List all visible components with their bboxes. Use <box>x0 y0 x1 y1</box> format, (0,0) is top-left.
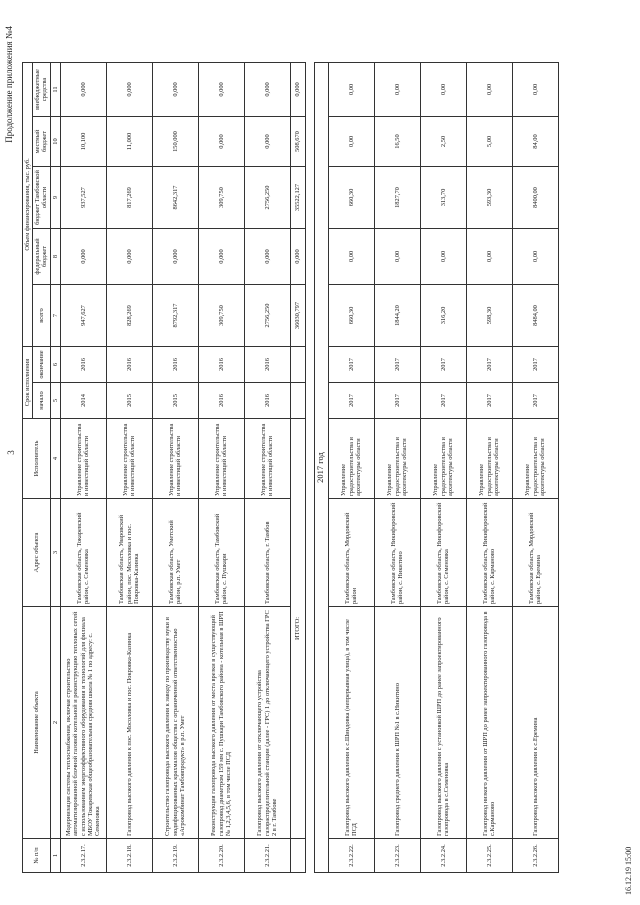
row-number: 2.3.2.26. <box>512 839 558 873</box>
amount-federal: 0,000 <box>244 229 290 285</box>
header-name: Наименование объекта <box>23 607 51 839</box>
table-row <box>328 62 374 872</box>
amount-federal: 0,00 <box>374 229 420 285</box>
executor: Управление строительства и инвестиций области <box>60 419 106 499</box>
amount-regional: 313,70 <box>420 167 466 229</box>
amount-total: 2756,250 <box>244 285 290 347</box>
row-number: 2.3.2.22. <box>328 839 374 873</box>
amount-extra: 0,00 <box>466 62 512 116</box>
start-year: 2014 <box>60 383 106 419</box>
row-number: 2.3.2.18. <box>106 839 152 873</box>
end-year: 2016 <box>106 347 152 383</box>
amount-regional: 817,269 <box>106 167 152 229</box>
object-name: Реконструкция газопровода высокого давления от места врезки в существующий газопровод диаметром 159 мм с. Пушкари Тамбовского района - котельная в ШРП № 1,2,3,4,5,6, в том числе ПСД <box>198 607 244 839</box>
amount-total: 316,20 <box>420 285 466 347</box>
executor: Управление градостроительства и архитектуры области <box>512 419 558 499</box>
amount-total: 309,750 <box>198 285 244 347</box>
amount-regional: 8642,317 <box>152 167 198 229</box>
start-year: 2016 <box>244 383 290 419</box>
col-number: 6 <box>50 347 60 383</box>
amount-federal: 0,00 <box>512 229 558 285</box>
start-year: 2017 <box>328 383 374 419</box>
header-extra: внебюджетные средства <box>33 62 50 116</box>
table-row <box>60 62 106 872</box>
amount-local: 10,100 <box>60 117 106 167</box>
amount-local: 0,00 <box>328 117 374 167</box>
row-number: 2.3.2.21. <box>244 839 290 873</box>
object-address: Тамбовская область, Уметский район, р.п. Умет <box>152 499 198 607</box>
col-number: 11 <box>50 62 60 116</box>
row-number: 2.3.2.24. <box>420 839 466 873</box>
amount-extra: 0,000 <box>244 62 290 116</box>
start-year: 2017 <box>374 383 420 419</box>
total-extra: 0,000 <box>290 62 305 116</box>
table-row <box>106 62 152 872</box>
start-year: 2017 <box>512 383 558 419</box>
header-row-1 <box>23 62 33 872</box>
total-section <box>290 62 328 872</box>
amount-regional: 1827,70 <box>374 167 420 229</box>
amount-local: 0,000 <box>198 117 244 167</box>
amount-total: 828,269 <box>106 285 152 347</box>
col-number: 8 <box>50 229 60 285</box>
amount-extra: 0,000 <box>198 62 244 116</box>
print-timestamp: 16.12.19 15:00 <box>624 846 633 895</box>
table-row <box>374 62 420 872</box>
object-address: Тамбовская область, Токаревский район, с. Семеновка <box>60 499 106 607</box>
row-number: 2.3.2.20. <box>198 839 244 873</box>
start-year: 2015 <box>152 383 198 419</box>
page-number: 3 <box>6 450 16 455</box>
row-number: 2.3.2.23. <box>374 839 420 873</box>
end-year: 2017 <box>328 347 374 383</box>
object-name: Газопровод среднего давления к ШРП №1 в с.Никитино <box>374 607 420 839</box>
amount-local: 150,000 <box>152 117 198 167</box>
col-number: 5 <box>50 383 60 419</box>
funding-table <box>22 62 559 873</box>
header-no: № п/п <box>23 839 51 873</box>
col-number: 4 <box>50 419 60 499</box>
amount-regional: 309,750 <box>198 167 244 229</box>
total-local: 508,670 <box>290 117 305 167</box>
amount-local: 2,50 <box>420 117 466 167</box>
row-number: 2.3.2.25. <box>466 839 512 873</box>
year-row <box>314 62 328 872</box>
end-year: 2017 <box>374 347 420 383</box>
amount-extra: 0,000 <box>60 62 106 116</box>
amount-total: 8792,317 <box>152 285 198 347</box>
table-row <box>152 62 198 872</box>
amount-regional: 2756,250 <box>244 167 290 229</box>
object-name: Газопровод высокого давления с установкой ШРП до ранее запроектированного газопровода в с.Семеновка <box>420 607 466 839</box>
object-address: Тамбовская область, Мордовский район, с. Еремина <box>512 499 558 607</box>
amount-local: 11,000 <box>106 117 152 167</box>
amount-total: 598,30 <box>466 285 512 347</box>
table-row <box>420 62 466 872</box>
end-year: 2017 <box>466 347 512 383</box>
total-sum: 36030,797 <box>290 285 305 347</box>
start-year: 2017 <box>466 383 512 419</box>
object-name: Газопровод высокого давления к пос. Мосоловка и пос. Покровка-Казинка <box>106 607 152 839</box>
amount-federal: 0,000 <box>60 229 106 285</box>
total-label: ИТОГО: <box>290 419 305 839</box>
end-year: 2016 <box>152 347 198 383</box>
amount-regional: 660,30 <box>328 167 374 229</box>
amount-federal: 0,000 <box>152 229 198 285</box>
amount-regional: 593,30 <box>466 167 512 229</box>
header-executor: Исполнитель <box>23 419 51 499</box>
appendix-caption: Продолжение приложения №4 <box>4 26 14 143</box>
object-address: Тамбовская область, Тамбовский район, с. Пушкари <box>198 499 244 607</box>
executor: Управление градостроительства и архитектуры области <box>328 419 374 499</box>
executor: Управление строительства и инвестиций области <box>152 419 198 499</box>
row-number: 2.3.2.19. <box>152 839 198 873</box>
amount-local: 0,000 <box>244 117 290 167</box>
amount-total: 8484,00 <box>512 285 558 347</box>
object-address: Тамбовская область, Мордовский район <box>328 499 374 607</box>
year-label: 2017 год <box>314 62 328 872</box>
amount-extra: 0,00 <box>512 62 558 116</box>
amount-federal: 0,00 <box>420 229 466 285</box>
object-address: Тамбовская область, Никифоровский район, с. Семеновка <box>420 499 466 607</box>
object-name: Газопровод низкого давления от ШРП до ранее запроектированного газопровода в с.Карманово <box>466 607 512 839</box>
table-row <box>244 62 290 872</box>
amount-local: 5,00 <box>466 117 512 167</box>
object-name: Модернизация системы теплоснабжения, включая строительство автоматизированной блочной газовой котельной и реконструкцию тепловых сетей с использованием энергоэффективного оборудования и технологий для филиала МБОУ Токаревская общеобразовательная средняя школа № 1 по адресу: с. Семеновка <box>60 607 106 839</box>
col-number: 3 <box>50 499 60 607</box>
executor: Управление строительства и инвестиций области <box>244 419 290 499</box>
column-number-row <box>50 62 60 872</box>
rows-2017 <box>328 62 558 872</box>
header-regional: бюджет Тамбовской области <box>33 167 50 229</box>
amount-regional: 937,527 <box>60 167 106 229</box>
object-name: Газопровод высокого давления к с.Еремина <box>512 607 558 839</box>
col-number: 1 <box>50 839 60 873</box>
amount-total: 660,30 <box>328 285 374 347</box>
end-year: 2016 <box>198 347 244 383</box>
amount-extra: 0,000 <box>152 62 198 116</box>
object-address: Тамбовская область, г. Тамбов <box>244 499 290 607</box>
amount-extra: 0,00 <box>328 62 374 116</box>
amount-federal: 0,00 <box>466 229 512 285</box>
amount-local: 16,50 <box>374 117 420 167</box>
amount-federal: 0,000 <box>106 229 152 285</box>
header-total: всего <box>33 285 50 347</box>
table-row <box>198 62 244 872</box>
header-local: местный бюджет <box>33 117 50 167</box>
end-year: 2016 <box>60 347 106 383</box>
col-number: 10 <box>50 117 60 167</box>
amount-extra: 0,000 <box>106 62 152 116</box>
executor: Управление градостроительства и архитектуры области <box>466 419 512 499</box>
total-row <box>290 62 305 872</box>
amount-local: 84,00 <box>512 117 558 167</box>
amount-federal: 0,000 <box>198 229 244 285</box>
executor: Управление строительства и инвестиций области <box>198 419 244 499</box>
amount-total: 947,627 <box>60 285 106 347</box>
start-year: 2016 <box>198 383 244 419</box>
end-year: 2017 <box>512 347 558 383</box>
header-start: начало <box>33 383 50 419</box>
table-row <box>466 62 512 872</box>
header-address: Адрес объекта <box>23 499 51 607</box>
header-term: Срок исполнения <box>23 347 33 419</box>
amount-total: 1844,20 <box>374 285 420 347</box>
end-year: 2017 <box>420 347 466 383</box>
col-number: 7 <box>50 285 60 347</box>
header-end: окончание <box>33 347 50 383</box>
amount-extra: 0,00 <box>374 62 420 116</box>
object-address: Тамбовская область, Уваровский район, пос. Мосоловка и пос. Покровка-Казинка <box>106 499 152 607</box>
object-address: Тамбовская область, Никифоровский район, с. Карманово <box>466 499 512 607</box>
total-federal: 0,000 <box>290 229 305 285</box>
table-row <box>512 62 558 872</box>
header-funding: Объем финансирования, тыс. руб. <box>23 62 33 346</box>
end-year: 2016 <box>244 347 290 383</box>
object-name: Строительство газопровода высокого давления к заводу по производству муки и модифицированных крахмалов общества с ограниченной ответственностью «Агрокомбинат Тамбовпродукт» в р.п. Умет <box>152 607 198 839</box>
object-name: Газопровод высокого давления к с.Шиндовка (непрерывная улица), в том числе ПСД <box>328 607 374 839</box>
object-address: Тамбовская область, Никифоровский район, с. Никитино <box>374 499 420 607</box>
header-federal: федеральный бюджет <box>33 229 50 285</box>
amount-regional: 8400,00 <box>512 167 558 229</box>
spacer-row <box>305 62 314 872</box>
executor: Управление строительства и инвестиций области <box>106 419 152 499</box>
amount-federal: 0,00 <box>328 229 374 285</box>
executor: Управление градостроительства и архитектуры области <box>420 419 466 499</box>
col-number: 2 <box>50 607 60 839</box>
start-year: 2017 <box>420 383 466 419</box>
col-number: 9 <box>50 167 60 229</box>
amount-extra: 0,00 <box>420 62 466 116</box>
start-year: 2015 <box>106 383 152 419</box>
row-number: 2.3.2.17. <box>60 839 106 873</box>
rows-2016 <box>60 62 290 872</box>
object-name: Газопровод высокого давления от отключающего устройства газораспределительной станции (далее - ГРС) 1 до отключающего устройства ГРС 2 в г. Тамбове <box>244 607 290 839</box>
total-regional: 35522,127 <box>290 167 305 229</box>
executor: Управление градостроительства и архитектуры области <box>374 419 420 499</box>
